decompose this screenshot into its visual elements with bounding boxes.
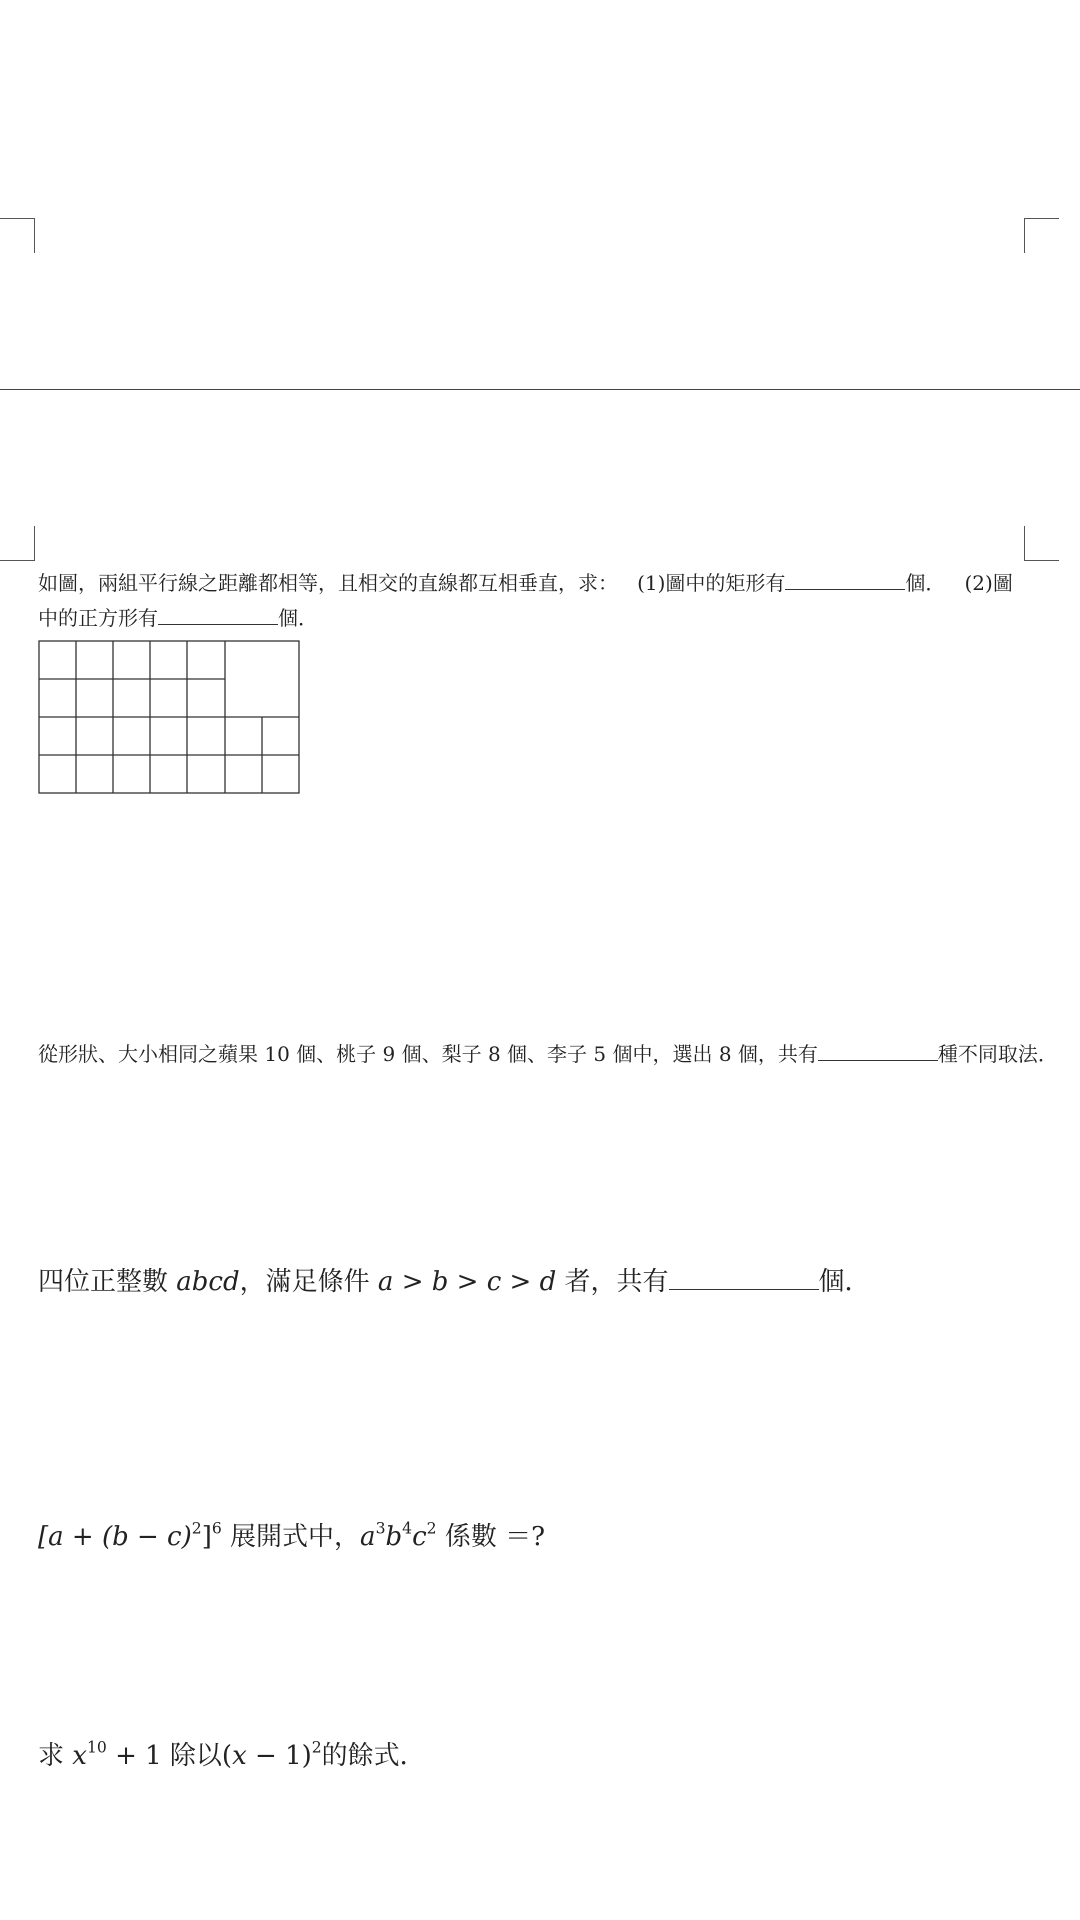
exponent-outer: 6 [211,1519,222,1538]
crop-mark-top-left [0,218,35,253]
question-1-unit-2: 個． [278,606,318,630]
question-2-text: 從形狀、大小相同之蘋果 10 個、桃子 9 個、梨子 8 個、李子 5 個中，選出 8 個，共有 [38,1042,818,1066]
question-1-part-2-text: 中的正方形有 [38,606,158,630]
crop-mark-top-right [1024,218,1059,253]
exponent-a: 3 [375,1519,386,1538]
question-3-middle: ，滿足條件 [239,1267,370,1297]
question-5-prefix: 求 [38,1741,65,1771]
variable-abcd: abcd [176,1267,240,1297]
question-4 [38,1517,545,1557]
question-3 [38,1262,871,1302]
bracket-close: ] [201,1522,212,1552]
question-1-unit-1: 個． [905,571,946,595]
question-1-line-1 [38,566,1013,600]
question-1-text: 如圖，兩組平行線之距離都相等，且相交的直線都互相垂直，求： [38,571,618,595]
exponent-10: 10 [86,1738,107,1757]
variable-x-divisor: x [232,1741,247,1771]
question-4-suffix: 係數 ＝? [444,1522,546,1552]
question-1-part-2-label: (2)圖 [964,571,1013,595]
term-b: b [385,1522,403,1552]
question-5 [38,1736,426,1776]
question-1-part-1-label: (1)圖中的矩形有 [637,571,786,595]
question-1-line-2 [38,601,318,635]
rectangle-grid-figure [38,640,302,796]
answer-blank-ways[interactable] [818,1040,938,1061]
question-5-divisor-start: + 1 除以( [115,1741,233,1771]
term-a: a [360,1522,376,1552]
question-5-suffix: 的餘式． [321,1741,426,1771]
exponent-inner: 2 [191,1519,202,1538]
question-5-divisor-end: − 1) [246,1741,312,1771]
term-c: c [412,1522,427,1552]
question-3-prefix: 四位正整數 [38,1267,169,1297]
question-3-suffix: 者，共有 [564,1267,669,1297]
answer-blank-squares[interactable] [158,604,278,625]
crop-mark-bottom-right [1024,526,1059,561]
answer-blank-rectangles[interactable] [785,569,905,590]
page-divider [0,389,1080,390]
question-2-suffix: 種不同取法． [937,1042,1058,1066]
question-3-unit: 個． [818,1267,871,1297]
crop-mark-bottom-left [0,526,35,561]
variable-x: x [72,1741,87,1771]
exponent-b: 4 [402,1519,413,1538]
question-2 [38,1037,1058,1071]
answer-blank-count[interactable] [669,1263,819,1290]
exponent-2: 2 [311,1738,322,1757]
expression-inner: [a + (b − c) [38,1522,192,1552]
exponent-c: 2 [426,1519,437,1538]
question-4-text: 展開式中， [230,1522,361,1552]
inequality-condition: a > b > c > d [377,1267,557,1297]
